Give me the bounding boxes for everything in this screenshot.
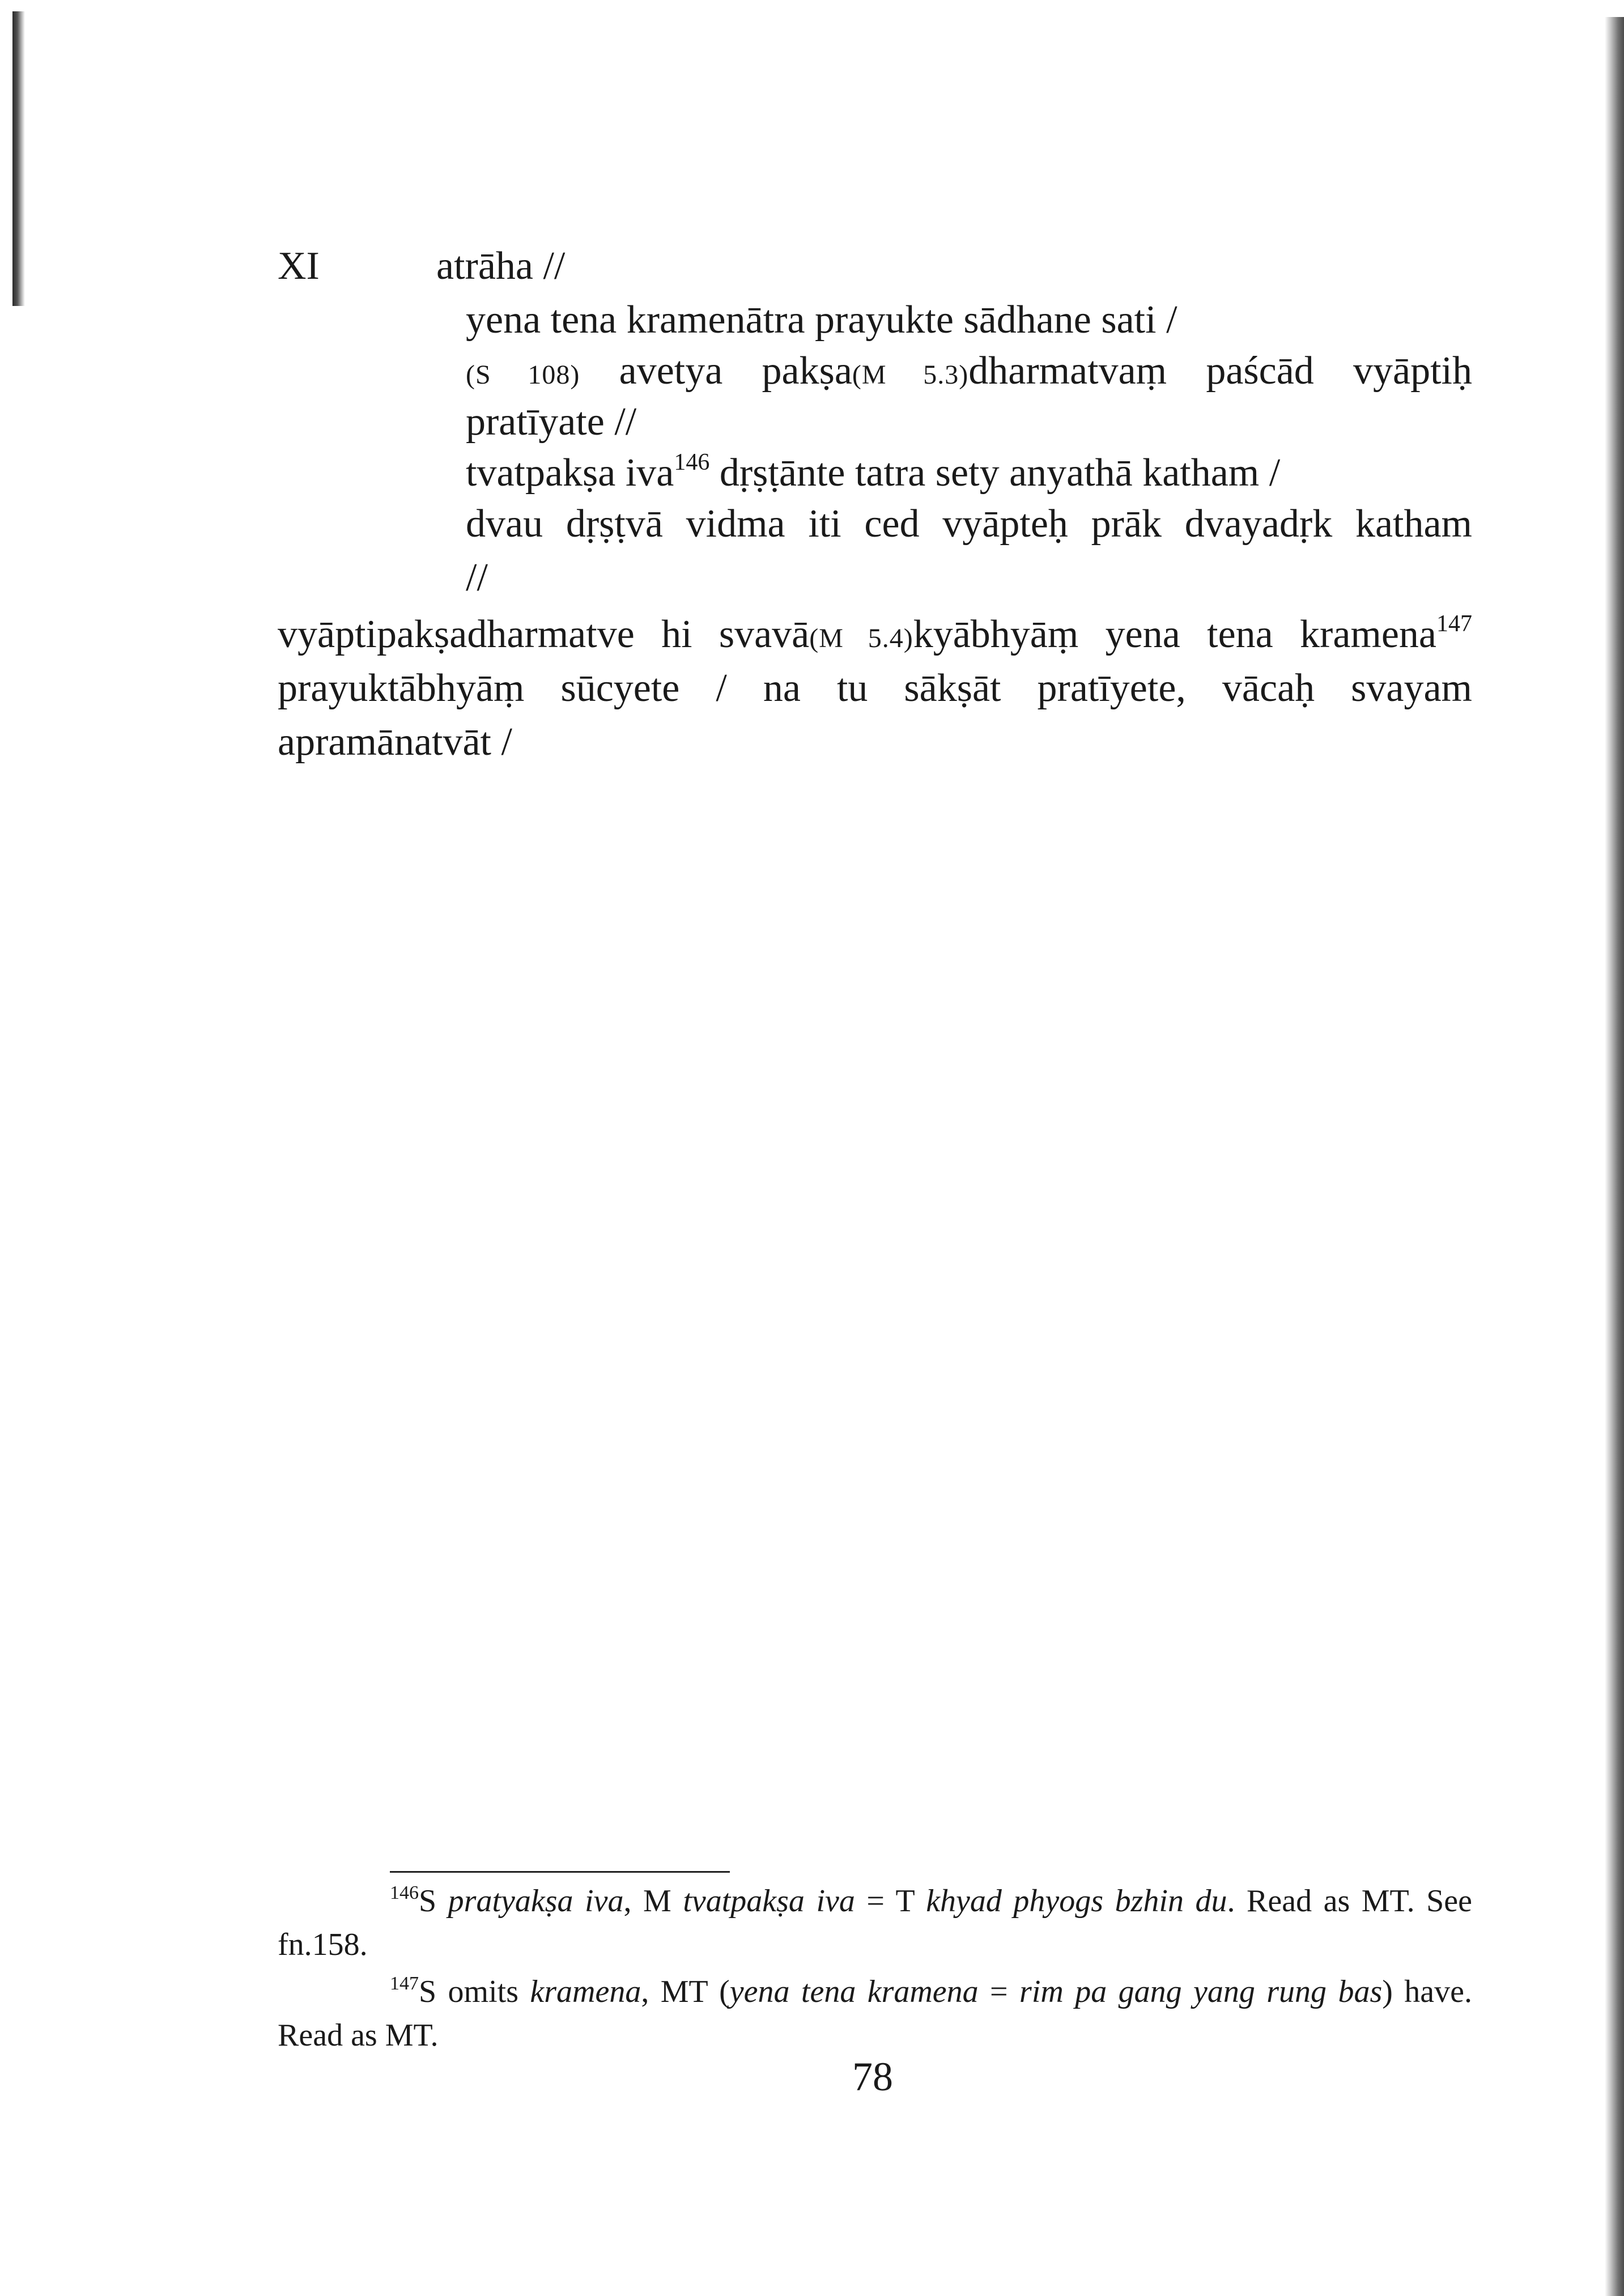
footnote-147-s: S omits bbox=[419, 1974, 530, 2009]
verse-line-4 bbox=[466, 448, 1280, 499]
section-marker: XI bbox=[278, 244, 320, 288]
verse-line-2-b: dharmatvaṃ paścād vyāptiḥ bbox=[968, 349, 1472, 393]
footnote-146-m: , M bbox=[623, 1883, 683, 1919]
footnote-146-italic-1: pratyakṣa iva bbox=[448, 1883, 624, 1919]
footnote-147-italic-1: kramena bbox=[530, 1974, 641, 2009]
verse-line-4-a: tvatpakṣa iva bbox=[466, 451, 674, 495]
verse-line-2-a: avetya pakṣa bbox=[619, 349, 852, 393]
prose-line-1-a: vyāptipakṣadharmatve hi svavā bbox=[278, 613, 810, 656]
footnote-147-tail: ) have. bbox=[1382, 1974, 1473, 2009]
prose-line-1 bbox=[278, 609, 1472, 664]
footnote-divider bbox=[390, 1871, 730, 1873]
footnote-146-line-1 bbox=[278, 1880, 1472, 1922]
footnote-ref-147: 147 bbox=[1436, 611, 1472, 637]
footnote-146-line-2: fn.158. bbox=[278, 1927, 368, 1962]
verse-line-2 bbox=[466, 346, 1472, 401]
footnote-ref-146: 146 bbox=[674, 449, 710, 475]
footnote-146-italic-2: tvatpakṣa iva bbox=[683, 1883, 855, 1919]
verse-line-1: yena tena kramenātra prayukte sādhane sati / bbox=[466, 298, 1177, 342]
footnote-147-eq: = bbox=[978, 1974, 1020, 2009]
section-intro: atrāha // bbox=[436, 244, 566, 288]
ref-m53: (M 5.3) bbox=[852, 360, 969, 390]
footnote-146-number: 146 bbox=[390, 1882, 419, 1903]
footnote-147-line-1 bbox=[278, 1971, 1472, 2013]
verse-line-4-b: dṛṣṭānte tatra sety anyathā katham / bbox=[719, 451, 1281, 495]
footnote-147-m: , MT ( bbox=[641, 1974, 730, 2009]
footnote-146-s: S bbox=[419, 1883, 448, 1919]
prose-line-2: prayuktābhyāṃ sūcyete / na tu sākṣāt pratīyete, vācaḥ svayam bbox=[278, 666, 1472, 710]
prose-line-3: apramānatvāt / bbox=[278, 720, 512, 764]
verse-line-6: // bbox=[466, 556, 488, 599]
verse-line-3: pratīyate // bbox=[466, 400, 637, 444]
footnote-147-number: 147 bbox=[390, 1973, 419, 1994]
prose-line-1-b: kyābhyāṃ yena tena kramena bbox=[913, 613, 1436, 656]
footnote-146-italic-3: khyad phyogs bzhin du bbox=[926, 1883, 1227, 1919]
verse-line-5: dvau dṛṣṭvā vidma iti ced vyāpteḥ prāk dvayadṛk katham bbox=[466, 502, 1472, 546]
page-number: 78 bbox=[852, 2054, 893, 2099]
footnote-147-italic-2: yena tena kramena bbox=[729, 1974, 979, 2009]
ref-m54: (M 5.4) bbox=[809, 623, 913, 653]
footnote-147-italic-3: rim pa gang yang rung bas bbox=[1019, 1974, 1383, 2009]
footnote-146-eq: = T bbox=[854, 1883, 926, 1919]
footnote-146-tail: . Read as MT. See bbox=[1227, 1883, 1472, 1919]
footnote-147-line-2: Read as MT. bbox=[278, 2018, 439, 2053]
ref-s108: (S 108) bbox=[466, 360, 580, 390]
